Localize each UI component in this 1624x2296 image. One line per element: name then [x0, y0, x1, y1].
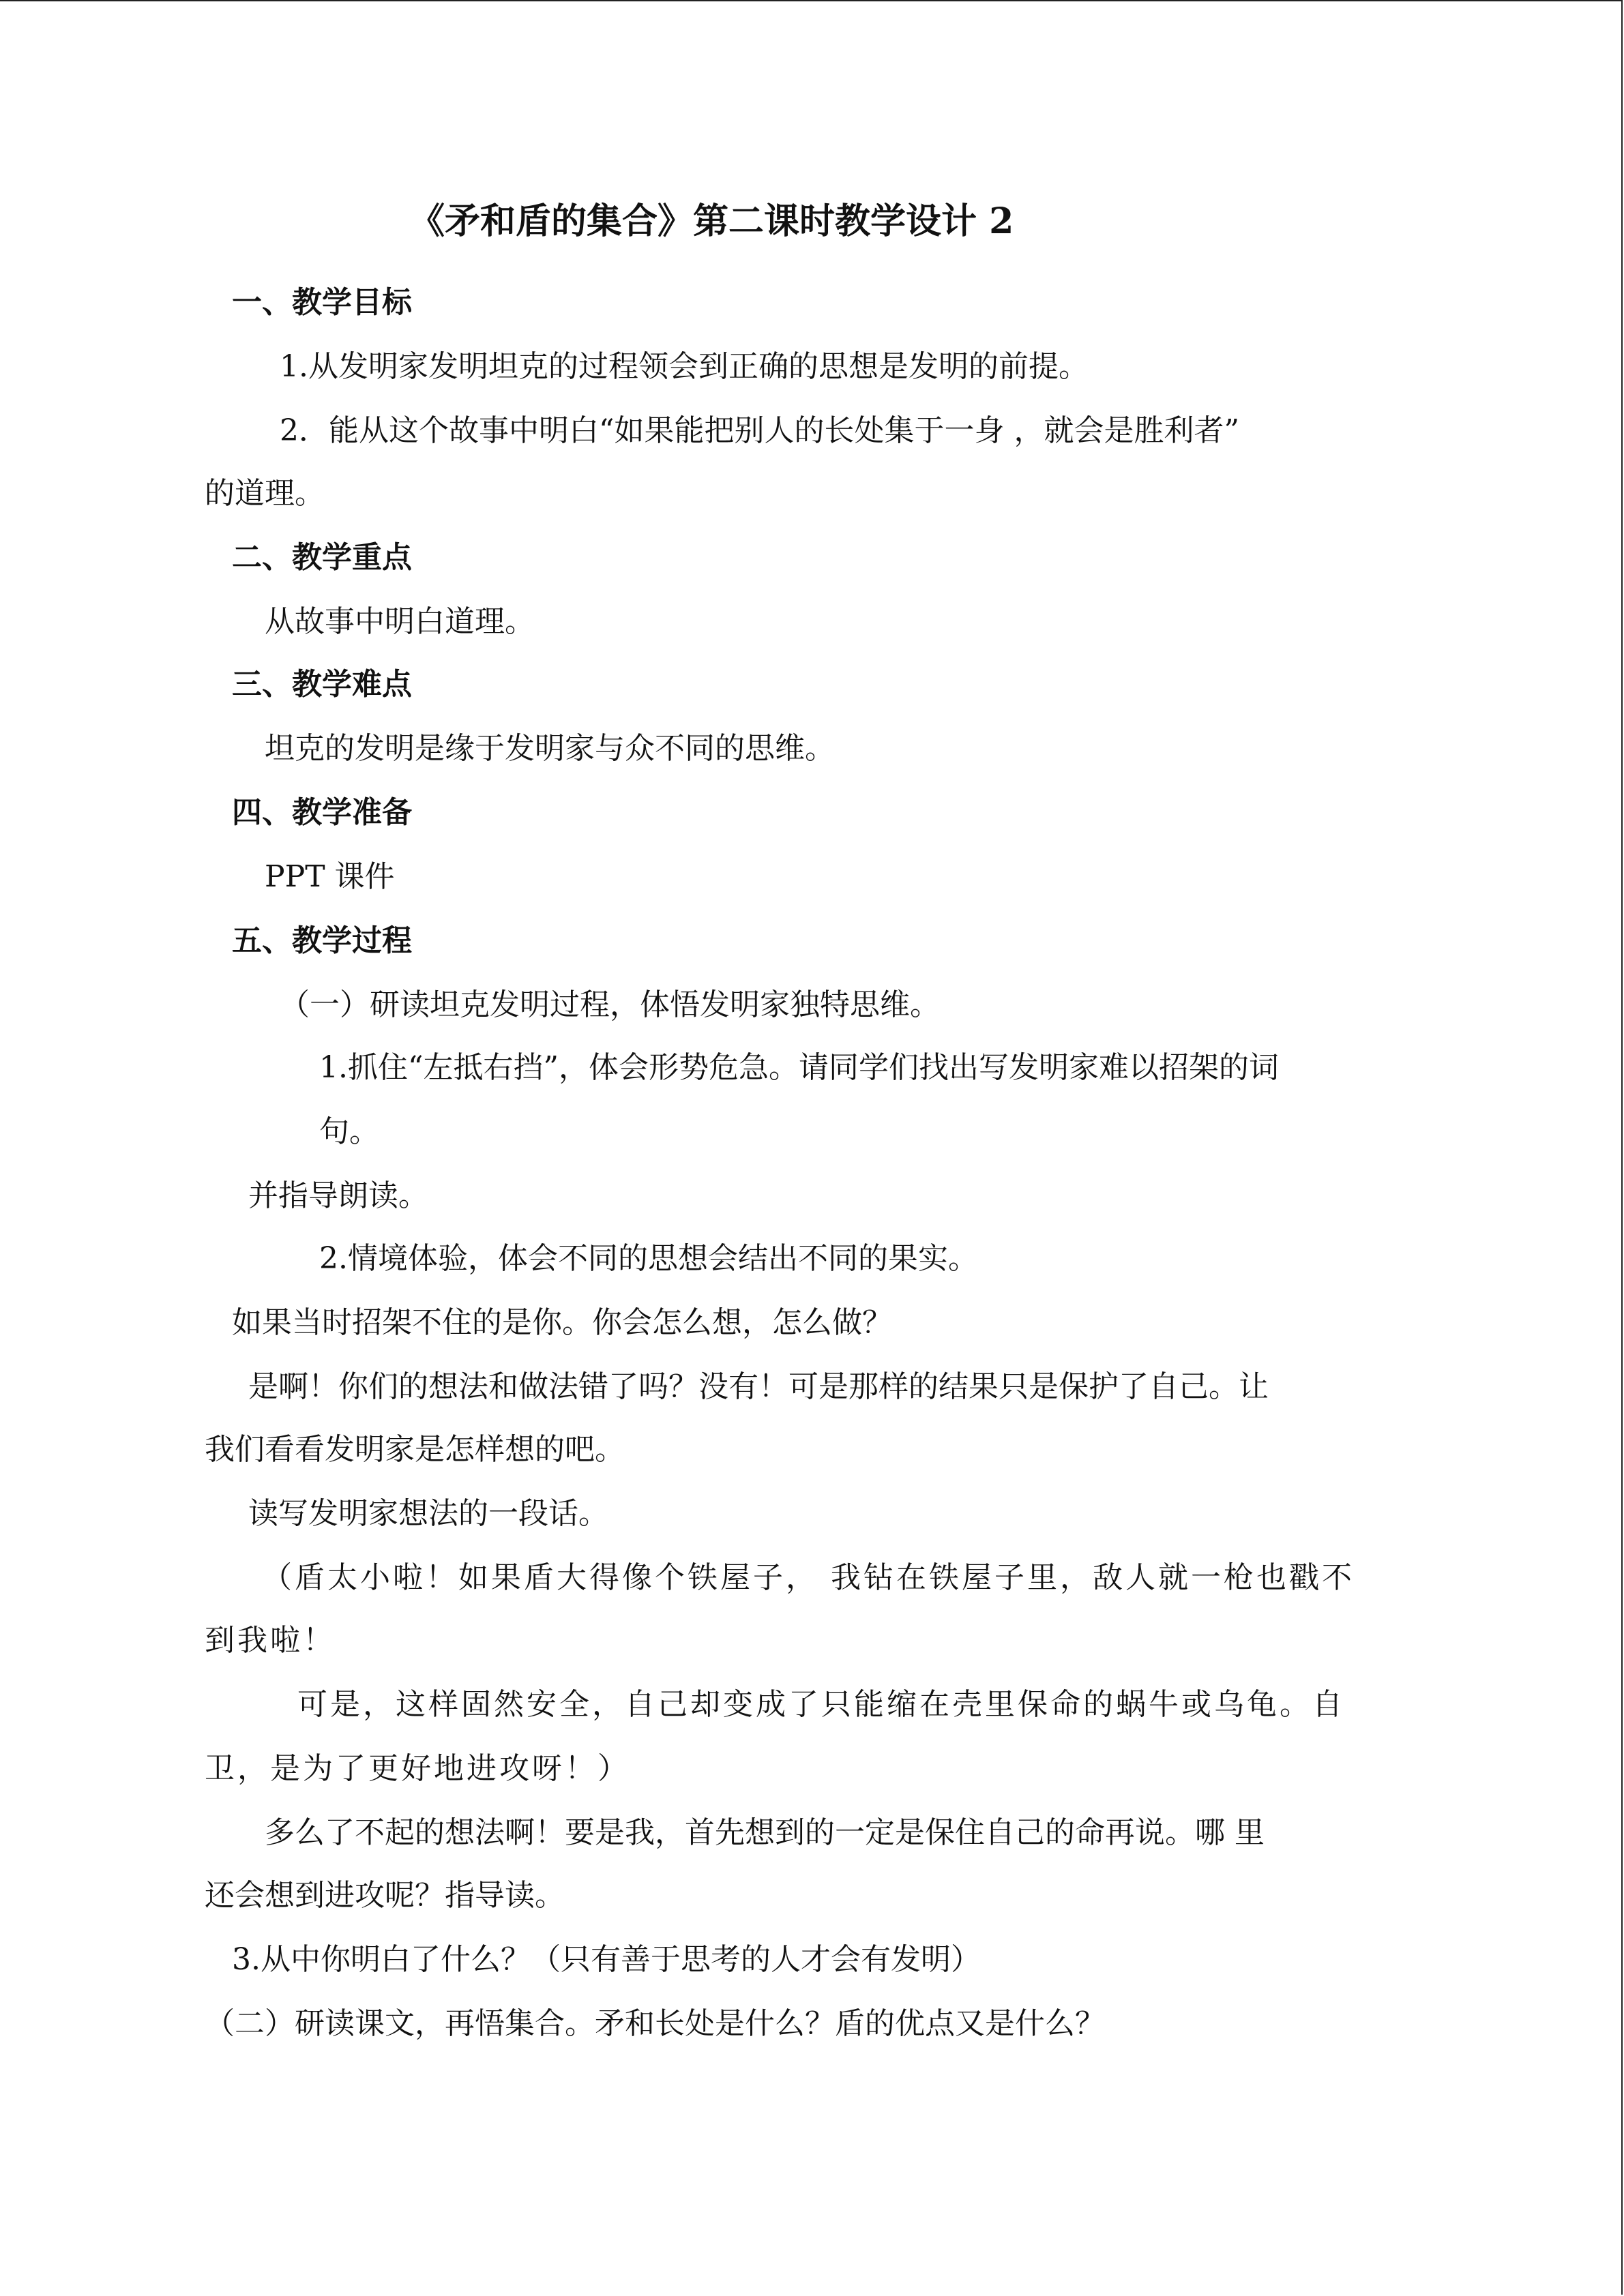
process-step-1-line-2: 句。 [319, 1114, 379, 1149]
section-process-heading: 五、教学过程 [232, 923, 412, 958]
process-quote-1-line-1: （盾太小啦！如果盾大得像个铁屋子， 我钻在铁屋子里，敌人就一枪也戳不 [262, 1560, 1355, 1595]
process-comment-line-2: 还会想到进攻呢？指导读。 [205, 1878, 565, 1913]
key-point-text: 从故事中明白道理。 [265, 604, 535, 639]
section-difficulty-heading: 三、教学难点 [232, 667, 412, 702]
section-key-point-heading: 二、教学重点 [232, 540, 412, 575]
process-comment-line-1: 多么了不起的想法啊！要是我，首先想到的一定是保住自己的命再说。哪 里 [265, 1815, 1265, 1850]
goal-item-1: 1.从发明家发明坦克的过程领会到正确的思想是发明的前提。 [280, 349, 1089, 384]
process-quote-1-line-2: 到我啦！ [205, 1623, 336, 1658]
process-step-3: 3.从中你明白了什么？（只有善于思考的人才会有发明） [232, 1942, 981, 1977]
process-question: 如果当时招架不住的是你。你会怎么想，怎么做？ [232, 1305, 892, 1340]
section-preparation-heading: 四、教学准备 [232, 795, 412, 830]
process-part-2-title: （二）研读课文，再悟集合。矛和长处是什么？盾的优点又是什么？ [205, 2006, 1105, 2041]
section-goals-heading: 一、教学目标 [232, 285, 412, 320]
process-step-1-line-1: 1.抓住“左抵右挡”，体会形势危急。请同学们找出写发明家难以招架的词 [319, 1050, 1279, 1085]
process-step-2: 2.情境体验，体会不同的思想会结出不同的果实。 [319, 1241, 978, 1276]
document-title: 《矛和盾的集合》第二课时教学设计 2 [409, 200, 1014, 242]
goal-item-2-line-1: 2．能从这个故事中明白“如果能把别人的长处集于一身 ，就会是胜利者” [280, 413, 1239, 448]
process-reply-line-2: 我们看看发明家是怎样想的吧。 [205, 1432, 625, 1467]
process-part-1-title: （一）研读坦克发明过程，体悟发明家独特思维。 [280, 987, 940, 1022]
goal-item-2-line-2: 的道理。 [205, 476, 325, 511]
process-quote-2-line-2: 卫，是为了更好地进攻呀！） [205, 1751, 630, 1786]
preparation-text: PPT 课件 [265, 859, 395, 894]
process-reply-line-1: 是啊！你们的想法和做法错了吗？没有！可是那样的结果只是保护了自己。让 [248, 1369, 1269, 1404]
difficulty-text: 坦克的发明是缘于发明家与众不同的思维。 [265, 731, 835, 766]
process-quote-2-line-1: 可是，这样固然安全，自己却变成了只能缩在壳里保命的蜗牛或乌龟。自 [297, 1687, 1345, 1722]
process-read-write: 读写发明家想法的一段话。 [248, 1496, 608, 1531]
process-guide-read: 并指导朗读。 [248, 1178, 428, 1213]
